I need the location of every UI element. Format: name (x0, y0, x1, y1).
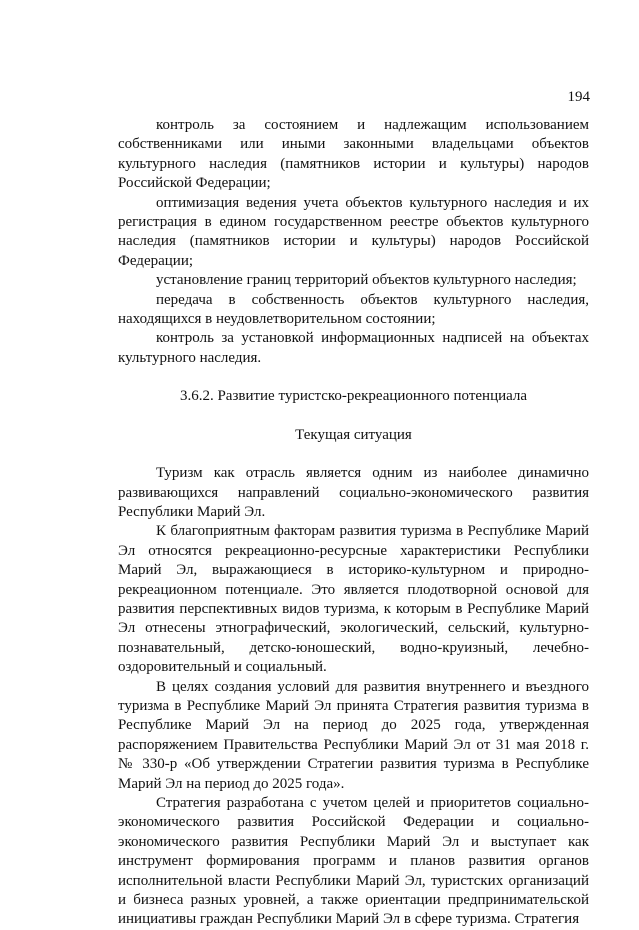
subsection-heading: Текущая ситуация (295, 426, 412, 443)
paragraph: Туризм как отрасль является одним из наиболее динамично развивающихся направлений социально-экономического развития Республики Марий Эл. (118, 465, 589, 520)
paragraph: В целях создания условий для развития внутреннего и въездного туризма в Республике Марий Эл принята Стратегия развития туризма в Республике Марий Эл на период до 2025 года, утвержденная распоряжением Правительства Республики Марий Эл от 31 мая 2018 г. № 330-р «Об утверждении Стратегии развития туризма в Республике Марий Эл на период до 2025 года». (118, 678, 589, 792)
list-item: установление границ территорий объектов культурного наследия; (156, 272, 577, 289)
page-number: 194 (567, 89, 590, 105)
list-item: оптимизация ведения учета объектов культурного наследия и их регистрация в едином государственном реестре объектов культурного наследия (памятников истории и культуры) народов Российской Федерации; (118, 194, 589, 269)
section-heading: 3.6.2. Развитие туристско-рекреационного потенциала (179, 388, 528, 405)
paragraph: К благоприятным факторам развития туризма в Республике Марий Эл относятся рекреационно-ресурсные характеристики Республики Марий Эл, выражающиеся в историко-культурном и природно-рекреационном потенциале. Это является плодотворной основой для развития перспективных видов туризма, к которым в Республике Марий Эл отнесены этнографический, экологический, сельский, культурно-познавательный, детско-юношеский, водно-круизный, лечебно-оздоровительный и социальный. (118, 523, 589, 676)
document-body (118, 116, 589, 930)
list-item: передача в собственность объектов культурного наследия, находящихся в неудовлетворительном состоянии; (118, 291, 589, 328)
paragraph: Стратегия разработана с учетом целей и приоритетов социально-экономического развития Российской Федерации и социально-экономического развития Республики Марий Эл и выступает как инструмент формирования программ и планов развития органов исполнительной власти Республики Марий Эл, туристских организаций и бизнеса разных уровней, а также ориентации предпринимательской инициативы граждан Республики Марий Эл в сфере туризма. Стратегия (118, 795, 589, 928)
list-item: контроль за установкой информационных надписей на объектах культурного наследия. (118, 330, 589, 366)
list-item: контроль за состоянием и надлежащим использованием собственниками или иными законными владельцами объектов культурного наследия (памятников истории и культуры) народов Российской Федерации; (118, 117, 589, 192)
